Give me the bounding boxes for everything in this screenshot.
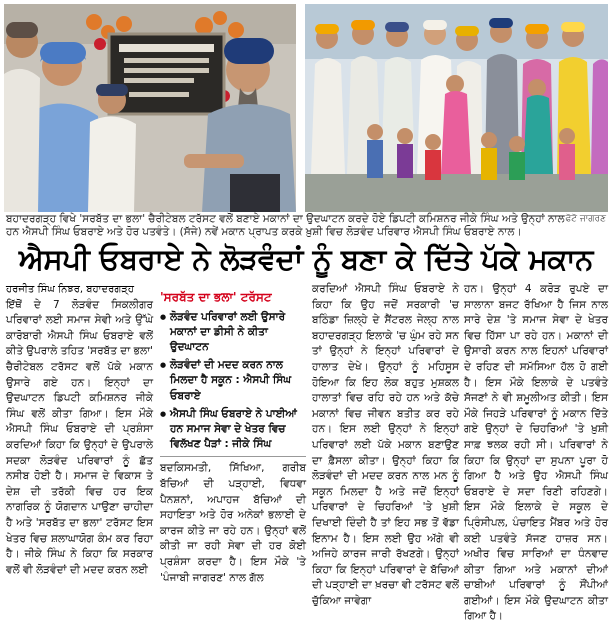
article-column-1	[6, 282, 153, 578]
sidebar-point: ● ਲੋੜਵੰਦ ਪਰਿਵਾਰਾਂ ਲਈ ਉਸਾਰੇ ਮਕਾਨਾਂ ਦਾ ਡੀਸੀ ਨੇ ਕੀਤਾ ਉਦਘਾਟਨ	[160, 310, 306, 356]
sidebar-point: ● ਐਸਪੀ ਸਿੰਘ ਓਬਰਾਏ ਨੇ ਪਾਈਆਂ ਹਨ ਸਮਾਜ ਸੇਵਾ ਦੇ ਖੇਤਰ ਵਿਚ ਵਿਲੱਖਣ ਪੈੜਾਂ : ਜੀਕੇ ਸਿੰਘ	[160, 407, 306, 453]
column-1-body: ਇੱਥੋਂ ਦੇ 7 ਲੋੜਵੰਦ ਸਿਕਲੀਗਰ ਪਰਿਵਾਰਾਂ ਲਈ ਸਮਾਜ ਸੇਵੀ ਅਤੇ ਉੱਘੇ ਕਾਰੋਬਾਰੀ ਐਸਪੀ ਸਿੰਘ ਓਬਰਾਏ ਵਲੋਂ ਕੀਤੇ ਉਪਰਾਲੇ ਤਹਿਤ 'ਸਰਬੱਤ ਦਾ ਭਲਾ' ਚੈਰੀਟੇਬਲ ਟਰੱਸਟ ਵਲੋਂ ਪੱਕੇ ਮਕਾਨ ਉਸਾਰੇ ਗਏ ਹਨ। ਇਨ੍ਹਾਂ ਦਾ ਉਦਘਾਟਨ ਡਿਪਟੀ ਕਮਿਸ਼ਨਰ ਜੀਕੇ ਸਿੰਘ ਵਲੋਂ ਕੀਤਾ ਗਿਆ। ਇਸ ਮੌਕੇ ਐਸਪੀ ਸਿੰਘ ਓਬਰਾਏ ਦੀ ਪ੍ਰਸ਼ੰਸਾ ਕਰਦਿਆਂ ਕਿਹਾ ਕਿ ਉਨ੍ਹਾਂ ਦੇ ਉਪਰਾਲੇ ਸਦਕਾ ਲੋੜਵੰਦ ਪਰਿਵਾਰਾਂ ਨੂੰ ਛੱਤ ਨਸੀਬ ਹੋਈ ਹੈ। ਸਮਾਜ ਦੇ ਵਿਕਾਸ ਤੇ ਦੇਸ਼ ਦੀ ਤਰੱਕੀ ਵਿਚ ਹਰ ਇਕ ਨਾਗਰਿਕ ਨੂੰ ਯੋਗਦਾਨ ਪਾਉਣਾ ਚਾਹੀਦਾ ਹੈ ਅਤੇ 'ਸਰਬੱਤ ਦਾ ਭਲਾ' ਟਰੱਸਟ ਇਸ ਖੇਤਰ ਵਿਚ ਸ਼ਲਾਘਾਯੋਗ ਕੰਮ ਕਰ ਰਿਹਾ ਹੈ। ਜੀਕੇ ਸਿੰਘ ਨੇ ਕਿਹਾ ਕਿ ਸਰਕਾਰ ਵਲੋਂ ਵੀ ਲੋੜਵੰਦਾਂ ਦੀ ਮਦਦ ਕਰਨ ਲਈ	[6, 298, 154, 576]
sidebar-box	[160, 290, 306, 452]
column-3-body: ਕਰਦਿਆਂ ਐਸਪੀ ਸਿੰਘ ਓਬਰਾਏ ਨੇ ਕਿਹਾ ਕਿ ਉਹ ਜਦੋਂ ਸਰਕਾਰੀ 'ਚ ਬਠਿੰਡਾ ਜ਼ਿਲ੍ਹੇ ਦੇ ਸੈਂਟਰਲ ਜੇਲ੍ਹ ਨਾਲ ਬਹਾਦਰਗੜ੍ਹ ਇਲਾਕੇ 'ਚ ਘੁੰਮ ਰਹੇ ਸਨ ਤਾਂ ਉਨ੍ਹਾਂ ਨੇ ਇਨ੍ਹਾਂ ਪਰਿਵਾਰਾਂ ਦੇ ਹਾਲਾਤ ਦੇਖੇ। ਉਨ੍ਹਾਂ ਨੂੰ ਮਹਿਸੂਸ ਹੋਇਆ ਕਿ ਇਹ ਲੋਕ ਬਹੁਤ ਮੁਸ਼ਕਲ ਹਾਲਾਤਾਂ ਵਿਚ ਰਹਿ ਰਹੇ ਹਨ ਅਤੇ ਕੱਚੇ ਮਕਾਨਾਂ ਵਿਚ ਜੀਵਨ ਬਤੀਤ ਕਰ ਰਹੇ ਹਨ। ਇਸ ਲਈ ਉਨ੍ਹਾਂ ਨੇ ਇਨ੍ਹਾਂ ਪਰਿਵਾਰਾਂ ਲਈ ਪੱਕੇ ਮਕਾਨ ਬਣਾਉਣ ਦਾ ਫ਼ੈਸਲਾ ਕੀਤਾ। ਉਨ੍ਹਾਂ ਕਿਹਾ ਕਿ ਲੋੜਵੰਦਾਂ ਦੀ ਮਦਦ ਕਰਨ ਨਾਲ ਮਨ ਨੂੰ ਸਕੂਨ ਮਿਲਦਾ ਹੈ ਅਤੇ ਜਦੋਂ ਇਨ੍ਹਾਂ ਪਰਿਵਾਰਾਂ ਦੇ ਚਿਹਰਿਆਂ 'ਤੇ ਖ਼ੁਸ਼ੀ ਦਿਖਾਈ ਦਿੰਦੀ ਹੈ ਤਾਂ ਇਹ ਸਭ ਤੋਂ ਵੱਡਾ ਇਨਾਮ ਹੈ। ਇਸ ਲਈ ਉਹ ਅੱਗੇ ਵੀ ਅਜਿਹੇ ਕਾਰਜ ਜਾਰੀ ਰੱਖਣਗੇ। ਉਨ੍ਹਾਂ ਕਿਹਾ ਕਿ ਇਨ੍ਹਾਂ ਪਰਿਵਾਰਾਂ ਦੇ ਬੱਚਿਆਂ ਦੀ ਪੜ੍ਹਾਈ ਦਾ ਖ਼ਰਚਾ ਵੀ ਟਰੱਸਟ ਵਲੋਂ ਚੁੱਕਿਆ ਜਾਵੇਗਾ	[312, 283, 459, 607]
photo-credit: ਫੋਟੋ ਜਾਗਰਣ	[565, 214, 606, 224]
inauguration-photo	[4, 4, 296, 212]
column-2-body: ਬਦਕਿਸਮਤੀ, ਸਿੱਖਿਆ, ਗਰੀਬ ਬੱਚਿਆਂ ਦੀ ਪੜ੍ਹਾਈ, ਵਿਧਵਾ ਪੈਨਸ਼ਨਾਂ, ਅਪਾਹਜ ਬੱਚਿਆਂ ਦੀ ਸਹਾਇਤਾ ਅਤੇ ਹੋਰ ਅਨੇਕਾਂ ਭਲਾਈ ਦੇ ਕਾਰਜ ਕੀਤੇ ਜਾ ਰਹੇ ਹਨ। ਉਨ੍ਹਾਂ ਵਲੋਂ ਕੀਤੀ ਜਾ ਰਹੀ ਸੇਵਾ ਦੀ ਹਰ ਕੋਈ ਪ੍ਰਸ਼ੰਸਾ ਕਰਦਾ ਹੈ। ਇਸ ਮੌਕੇ 'ਤੇ 'ਪੰਜਾਬੀ ਜਾਗਰਣ' ਨਾਲ ਗੱਲ	[160, 462, 306, 584]
article-column-3	[312, 282, 459, 609]
sidebar-divider	[160, 456, 306, 457]
article-headline: ਐਸਪੀ ਓਬਰਾਏ ਨੇ ਲੋੜਵੰਦਾਂ ਨੂੰ ਬਣਾ ਕੇ ਦਿੱਤੇ ਪੱਕੇ ਮਕਾਨ	[18, 242, 594, 276]
sidebar-title: 'ਸਰਬੱਤ ਦਾ ਭਲਾ' ਟਰੱਸਟ	[160, 290, 272, 304]
photo-caption-text: ਬਹਾਦਰਗੜ੍ਹ ਵਿਖੇ 'ਸਰਬੱਤ ਦਾ ਭਲਾ' ਚੈਰੀਟੇਬਲ ਟਰੱਸਟ ਵਲੋਂ ਬਣਾਏ ਮਕਾਨਾਂ ਦਾ ਉਦਘਾਟਨ ਕਰਦੇ ਹੋਏ ਡਿਪਟੀ ਕਮਿਸ਼ਨਰ ਜੀਕੇ ਸਿੰਘ ਅਤੇ ਉਨ੍ਹਾਂ ਨਾਲ ਹਨ ਐਸਪੀ ਸਿੰਘ ਓਬਰਾਏ ਅਤੇ ਹੋਰ ਪਤਵੰਤੇ। (ਸੱਜੇ) ਨਵੇਂ ਮਕਾਨ ਪ੍ਰਾਪਤ ਕਰਕੇ ਖ਼ੁਸ਼ੀ ਵਿਚ ਲੋੜਵੰਦ ਪਰਿਵਾਰ ਐਸਪੀ ਸਿੰਘ ਓਬਰਾਏ ਨਾਲ।	[6, 213, 565, 238]
article-column-2	[160, 282, 306, 586]
article-column-4	[464, 282, 608, 625]
column-4-body: ਹਨ। ਉਨ੍ਹਾਂ 4 ਕਰੋੜ ਰੁਪਏ ਦਾ ਸਾਲਾਨਾ ਬਜਟ ਰੱਖਿਆ ਹੈ ਜਿਸ ਨਾਲ ਸਾਰੇ ਦੇਸ਼ 'ਤੇ ਸਮਾਜ ਸੇਵਾ ਦੇ ਖੇਤਰ ਵਿਚ ਹਿੱਸਾ ਪਾ ਰਹੇ ਹਨ। ਮਕਾਨਾਂ ਦੀ ਉਸਾਰੀ ਕਰਨ ਨਾਲ ਇਹਨਾਂ ਪਰਿਵਾਰਾਂ ਦੇ ਰਹਿਣ ਦੀ ਸਮੱਸਿਆ ਹੱਲ ਹੋ ਗਈ ਹੈ। ਇਸ ਮੌਕੇ ਇਲਾਕੇ ਦੇ ਪਤਵੰਤੇ ਸੱਜਣਾਂ ਨੇ ਵੀ ਸ਼ਮੂਲੀਅਤ ਕੀਤੀ। ਇਸ ਮੌਕੇ ਜਿਹੜੇ ਪਰਿਵਾਰਾਂ ਨੂੰ ਮਕਾਨ ਦਿੱਤੇ ਗਏ ਉਨ੍ਹਾਂ ਦੇ ਚਿਹਰਿਆਂ 'ਤੇ ਖ਼ੁਸ਼ੀ ਸਾਫ਼ ਝਲਕ ਰਹੀ ਸੀ। ਪਰਿਵਾਰਾਂ ਨੇ ਕਿਹਾ ਕਿ ਉਨ੍ਹਾਂ ਦਾ ਸੁਪਨਾ ਪੂਰਾ ਹੋ ਗਿਆ ਹੈ ਅਤੇ ਉਹ ਐਸਪੀ ਸਿੰਘ ਓਬਰਾਏ ਦੇ ਸਦਾ ਰਿਣੀ ਰਹਿਣਗੇ। ਇਸ ਮੌਕੇ ਇਲਾਕੇ ਦੇ ਸਕੂਲ ਦੇ ਪ੍ਰਿੰਸੀਪਲ, ਪੰਚਾਇਤ ਮੈਂਬਰ ਅਤੇ ਹੋਰ ਕਈ ਪਤਵੰਤੇ ਸੱਜਣ ਹਾਜ਼ਰ ਸਨ। ਅਖੀਰ ਵਿਚ ਸਾਰਿਆਂ ਦਾ ਧੰਨਵਾਦ ਕੀਤਾ ਗਿਆ ਅਤੇ ਮਕਾਨਾਂ ਦੀਆਂ ਚਾਬੀਆਂ ਪਰਿਵਾਰਾਂ ਨੂੰ ਸੌਂਪੀਆਂ ਗਈਆਂ। ਇਸ ਮੌਕੇ ਉਦਘਾਟਨ ਕੀਤਾ ਗਿਆ ਹੈ।	[464, 283, 608, 623]
photo-caption	[6, 213, 606, 239]
families-group-photo	[305, 4, 608, 212]
byline: ਹਰਜੀਤ ਸਿੰਘ ਨਿਝਰ, ਬਹਾਦਰਗੜ੍ਹ	[6, 284, 134, 295]
sidebar-point: ● ਲੋੜਵੰਦਾਂ ਦੀ ਮਦਦ ਕਰਨ ਨਾਲ ਮਿਲਦਾ ਹੈ ਸਕੂਨ : ਐਸਪੀ ਸਿੰਘ ਓਬਰਾਏ	[160, 358, 306, 404]
